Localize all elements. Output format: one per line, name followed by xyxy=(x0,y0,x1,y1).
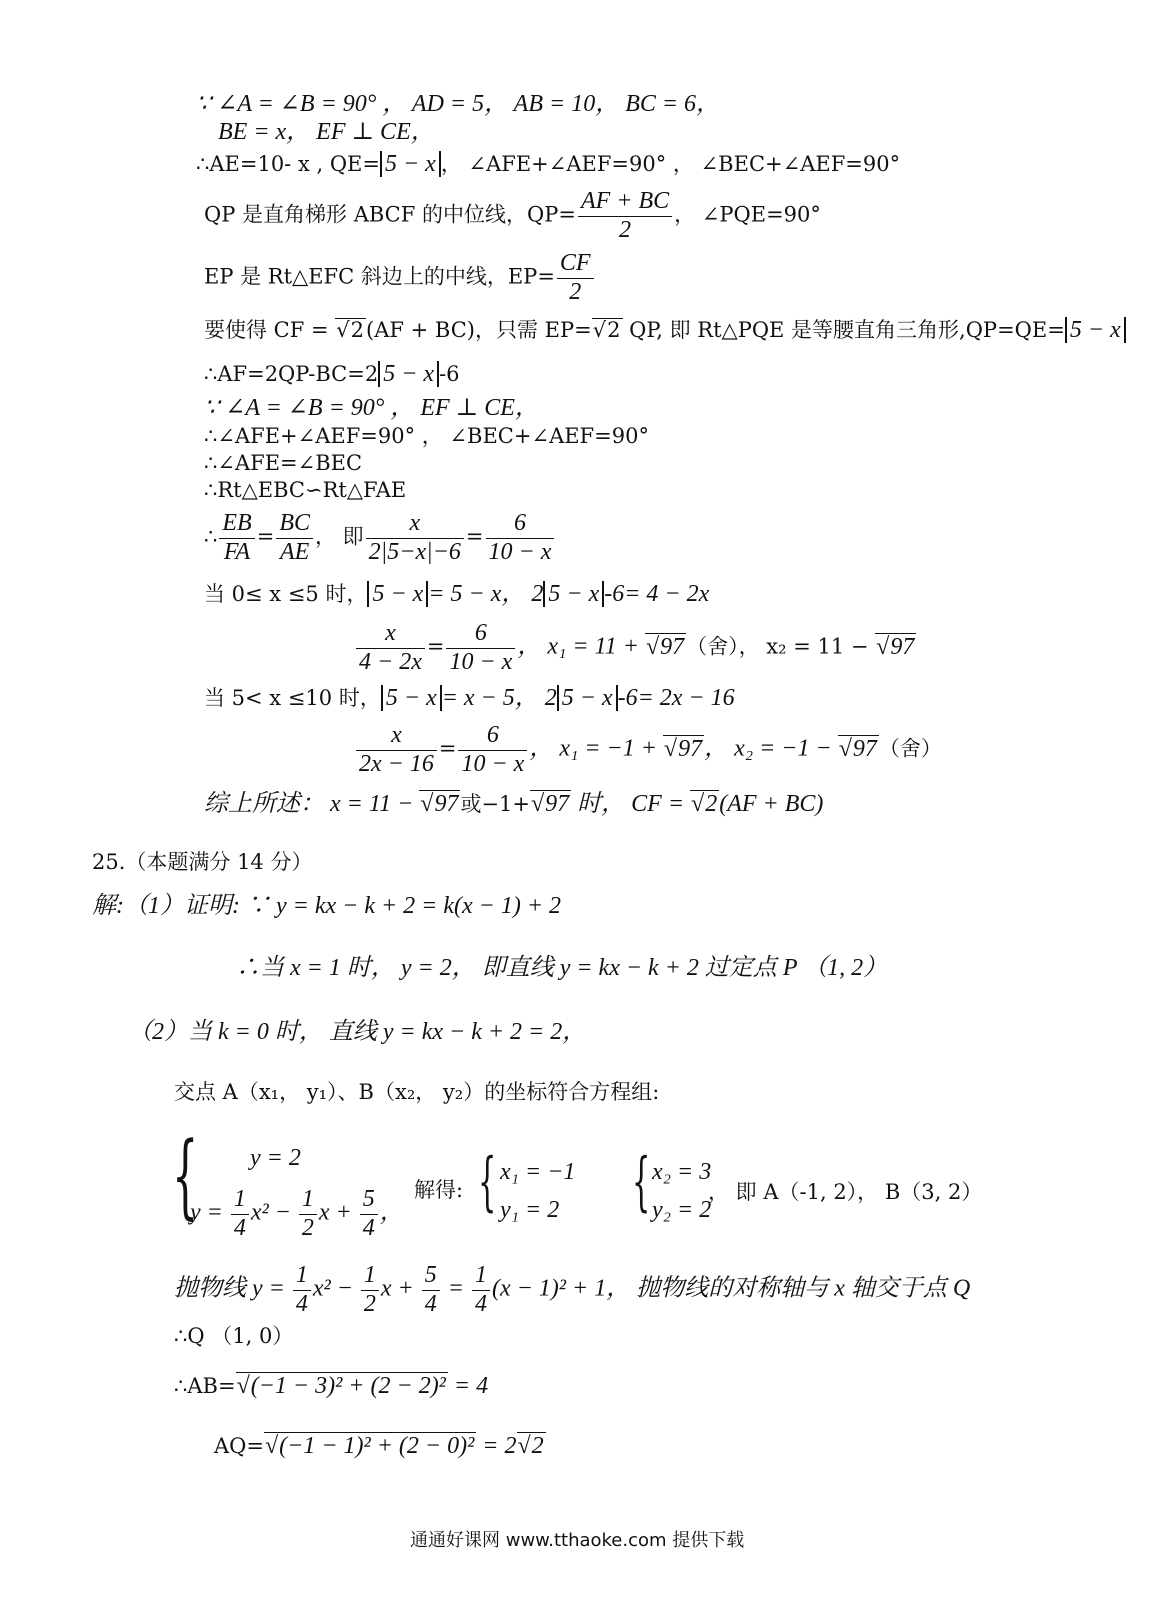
sqrt: √ (−1 − 1)² + (2 − 0)² xyxy=(264,1432,476,1459)
numerator: 6 xyxy=(446,620,515,649)
numerator: CF xyxy=(557,250,594,279)
parabola-vertex-form xyxy=(174,1262,970,1318)
sqrt: √ 97 xyxy=(419,790,460,817)
line-case2 xyxy=(204,686,735,710)
left-brace-icon: { xyxy=(478,1145,497,1219)
sqrt: √ 97 xyxy=(645,633,686,660)
numerator: 6 xyxy=(486,510,555,539)
text: x² − xyxy=(250,1199,297,1226)
text: = xyxy=(465,524,484,549)
fraction xyxy=(293,1262,311,1318)
text: y = xyxy=(190,1199,229,1226)
text: = 5 − x， 2 xyxy=(428,581,544,607)
line-ab-length xyxy=(174,1372,488,1399)
abs-expr: 5 − x xyxy=(380,151,441,177)
text: ， x₁ = −1 + xyxy=(529,735,663,762)
text: ， ∠AFE+∠AEF=90° ， ∠BEC+∠AEF=90° xyxy=(440,152,901,176)
text: -6= 2x − 16 xyxy=(617,685,735,711)
fraction xyxy=(231,1186,249,1242)
denominator: 4 xyxy=(474,1290,487,1317)
text: ∴AF=2QP-BC=2 xyxy=(204,362,379,386)
text: 抛物线 y = xyxy=(174,1275,291,1302)
numerator: 1 xyxy=(361,1262,379,1291)
text: ， xyxy=(379,1199,404,1226)
line-condition xyxy=(204,318,1126,342)
sqrt: √ 2 xyxy=(690,790,719,817)
text: x + xyxy=(380,1275,420,1302)
fraction xyxy=(356,620,425,676)
text: 当 0≤ x ≤5 时， xyxy=(204,582,368,606)
text: EP 是 Rt△EFC 斜边上的中线，EP= xyxy=(204,264,555,289)
solution-intersection: 交点 A（x₁， y₁）、B（x₂， y₂）的坐标符合方程组: xyxy=(174,1080,660,1104)
line-angle-equal: ∴∠AFE=∠BEC xyxy=(204,451,363,475)
fraction xyxy=(361,1262,379,1318)
solution-fixed-point: ∴当 x = 1 时， y = 2， 即直线 y = kx − k + 2 过定点 P （1, 2） xyxy=(236,955,888,981)
line-qp-midline xyxy=(204,188,821,244)
line-given-3: ∵ ∠A = ∠B = 90° ， EF ⊥ CE， xyxy=(204,395,539,421)
fraction xyxy=(366,510,464,566)
solution-points: ， 即 A（-1, 2）， B（3, 2） xyxy=(708,1180,983,1204)
fraction xyxy=(446,620,515,676)
text: AQ= xyxy=(214,1434,264,1458)
text: QP, 即 Rt△PQE 是等腰直角三角形,QP=QE= xyxy=(622,318,1065,342)
left-brace-icon: { xyxy=(172,1122,199,1229)
text: x + xyxy=(318,1199,358,1226)
text: = 2 xyxy=(476,1433,517,1459)
fraction xyxy=(276,510,313,566)
system-eq-2 xyxy=(190,1186,404,1242)
denominator: 2 xyxy=(569,278,582,305)
page-footer: 通通好课网 www.tthaoke.com 提供下载 xyxy=(410,1530,745,1551)
numerator: x xyxy=(356,620,425,649)
denominator: 4 xyxy=(362,1214,375,1241)
denominator: 2x − 16 xyxy=(359,750,434,777)
line-ep-median xyxy=(204,250,596,306)
text: 综上所述： x = 11 − xyxy=(204,791,420,817)
line-given-2: BE = x， EF ⊥ CE， xyxy=(218,119,435,145)
numerator: BC xyxy=(276,510,313,539)
numerator: AF + BC xyxy=(578,188,672,217)
denominator: AE xyxy=(279,538,310,565)
line-conclusion xyxy=(204,790,823,817)
text: = xyxy=(256,524,275,549)
numerator: 1 xyxy=(299,1186,317,1215)
text: ， x₂ = −1 − xyxy=(704,735,838,762)
sqrt: √ 2 xyxy=(335,318,366,342)
text: （舍） xyxy=(878,736,942,761)
abs-expr: 5 − x xyxy=(543,581,604,607)
sqrt: √ 2 xyxy=(592,318,623,342)
numerator: 1 xyxy=(293,1262,311,1291)
denominator: 10 − x xyxy=(449,648,513,675)
sqrt: √ 97 xyxy=(663,735,704,762)
abs-expr: 5 − x xyxy=(1065,317,1126,343)
solution-2-x: x₂ = 3 xyxy=(652,1159,712,1185)
text: 当 5< x ≤10 时， xyxy=(204,686,381,710)
numerator: x xyxy=(366,510,464,539)
denominator: FA xyxy=(223,538,251,565)
text: = x − 5， 2 xyxy=(441,685,557,711)
line-case2-solve: $\frac{x}{2x - 16}$ = $\frac{6}{10 - x}$ ， x₁ = −1 + √ 97， x₂ = −1 − √ 97（舍） xyxy=(354,722,942,778)
denominator: 2 xyxy=(619,216,632,243)
solution-part2: （2）当 k = 0 时， 直线 y = kx − k + 2 = 2， xyxy=(128,1019,587,1045)
fraction xyxy=(219,510,254,566)
text: ∴ xyxy=(204,524,218,549)
text: = 4 xyxy=(447,1373,489,1399)
sqrt: √ (−1 − 3)² + (2 − 2)² xyxy=(236,1372,448,1399)
text: ∴AB= xyxy=(174,1374,236,1398)
question-25-heading: 25.（本题满分 14 分） xyxy=(92,850,313,874)
text: （舍）， x₂ = 11 − xyxy=(686,634,876,659)
text: ， ∠PQE=90° xyxy=(674,202,821,227)
fraction xyxy=(360,1186,378,1242)
left-brace-icon: { xyxy=(632,1145,651,1219)
numerator: 5 xyxy=(360,1186,378,1215)
line-ae-qe xyxy=(196,152,900,176)
abs-expr: 5 − x xyxy=(381,685,442,711)
line-given-1: ∵ ∠A = ∠B = 90° ， AD = 5， AB = 10， BC = 6， xyxy=(196,91,721,117)
sqrt: √ 97 xyxy=(875,633,916,660)
text: ， x₁ = 11 + xyxy=(517,633,645,660)
sqrt: √ 97 xyxy=(838,735,879,762)
denominator: 4 xyxy=(295,1290,308,1317)
line-similar: ∴Rt△EBC∽Rt△FAE xyxy=(204,478,407,502)
text: x² − xyxy=(312,1275,359,1302)
text: ， 即 xyxy=(314,524,364,549)
denominator: 10 − x xyxy=(488,538,552,565)
sqrt: √ 2 xyxy=(517,1432,546,1459)
line-case1-solve: $\frac{x}{4 - 2x}$ = $\frac{6}{10 - x}$ ， x₁ = 11 + √ 97（舍）， x₂ = 11 − √ 97 xyxy=(354,620,916,676)
text: -6 xyxy=(439,362,460,386)
text: (AF + BC) xyxy=(719,791,824,817)
denominator: 2|5−x|−6 xyxy=(368,538,461,565)
line-af xyxy=(204,362,460,386)
denominator: 4 xyxy=(424,1290,437,1317)
solution-1-x: x₁ = −1 xyxy=(500,1159,576,1185)
text: = xyxy=(441,1275,470,1302)
numerator: 6 xyxy=(458,722,527,751)
numerator: 1 xyxy=(472,1262,490,1291)
fraction xyxy=(486,510,555,566)
line-case1 xyxy=(204,582,709,606)
text: ∴AE=10- x , QE= xyxy=(196,152,380,176)
denominator: 4 − 2x xyxy=(359,648,422,675)
text: -6= 4 − 2x xyxy=(604,581,710,607)
abs-expr: 5 − x xyxy=(378,361,439,387)
denominator: 10 − x xyxy=(461,750,525,777)
fraction xyxy=(356,722,437,778)
denominator: 2 xyxy=(301,1214,314,1241)
solve-label: 解得: xyxy=(414,1178,464,1202)
abs-expr: 5 − x xyxy=(557,685,618,711)
text: 时， CF = xyxy=(571,791,691,817)
fraction xyxy=(458,722,527,778)
text: 或−1+ xyxy=(460,792,530,816)
text: (AF + BC)，只需 EP= xyxy=(366,318,592,342)
fraction xyxy=(422,1262,440,1318)
text: (x − 1)² + 1， 抛物线的对称轴与 x 轴交于点 Q xyxy=(491,1275,971,1302)
numerator: EB xyxy=(219,510,254,539)
fraction xyxy=(299,1186,317,1242)
fraction xyxy=(578,188,672,244)
abs-expr: 5 − x xyxy=(367,581,428,607)
sqrt: √ 97 xyxy=(530,790,571,817)
solution-1-y: y₁ = 2 xyxy=(500,1197,560,1223)
text: 要使得 CF = xyxy=(204,318,336,342)
fraction xyxy=(557,250,594,306)
line-angles: ∴∠AFE+∠AEF=90° ， ∠BEC+∠AEF=90° xyxy=(204,424,649,448)
fraction xyxy=(472,1262,490,1318)
solution-2-y: y₂ = 2 xyxy=(652,1197,712,1223)
numerator: x xyxy=(356,722,437,751)
numerator: 1 xyxy=(231,1186,249,1215)
denominator: 4 xyxy=(233,1214,246,1241)
point-q: ∴Q （1, 0） xyxy=(174,1324,294,1348)
solution-part1: 解:（1）证明: ∵ y = kx − k + 2 = k(x − 1) + 2 xyxy=(92,893,562,919)
numerator: 5 xyxy=(422,1262,440,1291)
system-eq-1: y = 2 xyxy=(250,1145,301,1171)
text: QP 是直角梯形 ABCF 的中位线，QP= xyxy=(204,202,576,227)
denominator: 2 xyxy=(363,1290,376,1317)
line-proportion xyxy=(204,510,556,566)
line-aq-length xyxy=(214,1432,546,1459)
